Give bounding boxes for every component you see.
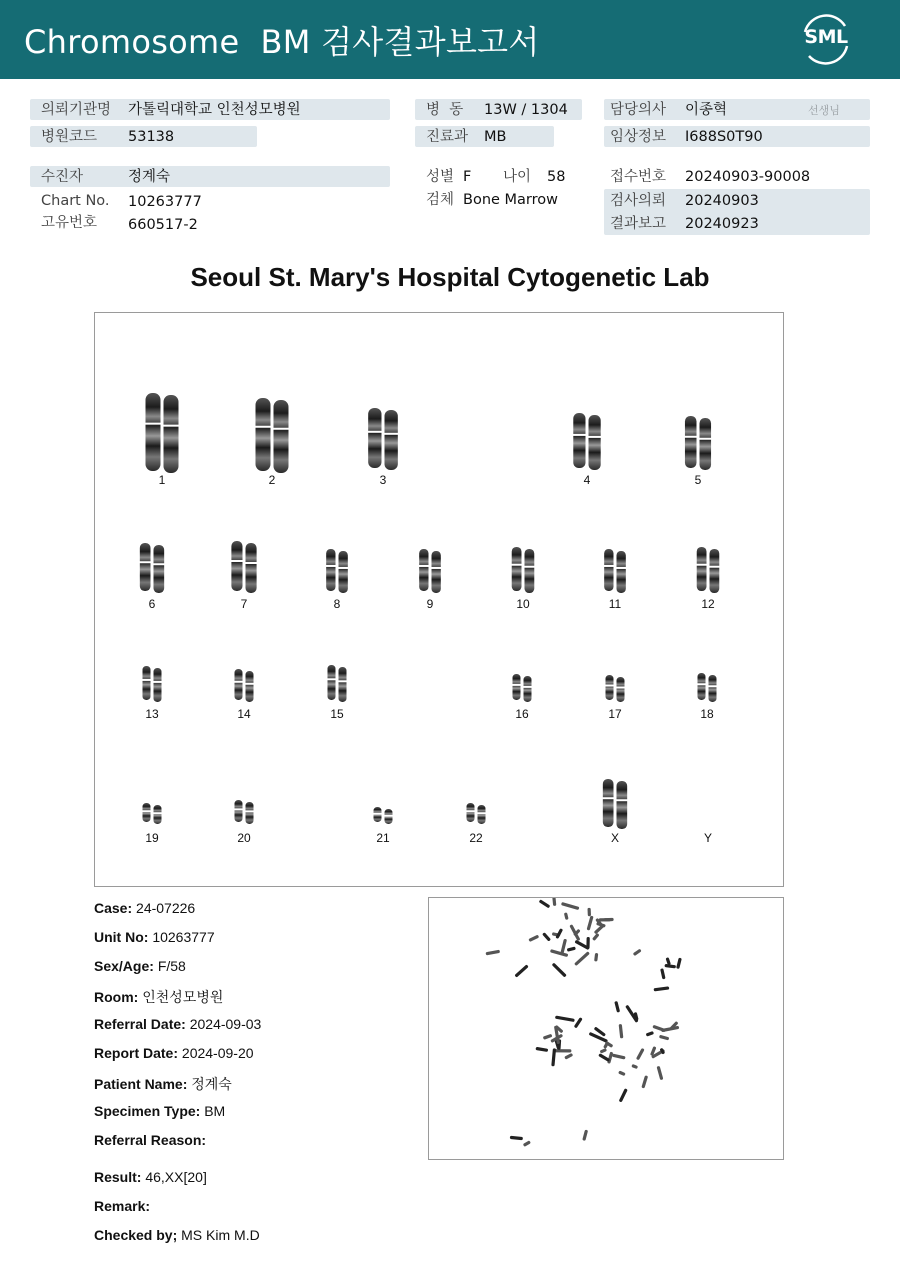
chromosome-label: 2	[268, 473, 276, 487]
chromosome-label: 7	[240, 597, 248, 611]
report-date-value: 20240923	[685, 216, 759, 232]
dept-label: 진료과	[426, 129, 469, 145]
specimen-type-line	[94, 1103, 225, 1119]
chromosome-pair-icon	[214, 541, 274, 595]
chromosome-label: 4	[583, 473, 591, 487]
examinee-label: 수진자	[41, 169, 84, 185]
room-label: Room:	[94, 989, 139, 1005]
unique-no-label: 고유번호	[41, 215, 98, 231]
institution-label: 의뢰기관명	[41, 102, 112, 118]
referral-date-label: Referral Date:	[94, 1016, 186, 1032]
chromosome-pair-icon	[242, 398, 302, 475]
report-date-line-value: 2024-09-20	[181, 1045, 254, 1061]
room-line	[94, 987, 223, 1007]
case-line	[94, 900, 195, 916]
chromosome-pair-icon	[668, 416, 728, 472]
chromosome-pair-icon	[214, 669, 274, 704]
unit-label: Unit No:	[94, 929, 149, 945]
hospital-code-label: 병원코드	[41, 129, 98, 145]
specimen-label: 검체	[426, 192, 455, 208]
report-header	[0, 0, 900, 79]
chromosome-pair-icon	[557, 413, 617, 472]
room-value: 인천성모병원	[142, 989, 224, 1005]
chromosome-pair-icon	[353, 408, 413, 472]
report-date-line-label: Report Date:	[94, 1045, 179, 1061]
institution-value: 가톨릭대학교 인천성모병원	[128, 102, 301, 118]
unit-line	[94, 929, 215, 945]
chromosome-pair-icon	[585, 779, 645, 831]
chromosome-label: 10	[516, 597, 530, 611]
chromosome-label: 8	[333, 597, 341, 611]
chromosome-pair-icon	[585, 675, 645, 704]
chromosome-pair-icon	[677, 673, 737, 704]
chromosome-label: 22	[469, 831, 483, 845]
remark-label: Remark:	[94, 1198, 151, 1214]
result-value: 46,XX[20]	[145, 1169, 207, 1185]
chromosome-pair-icon	[307, 549, 367, 595]
chart-no-label: Chart No.	[41, 193, 110, 209]
examinee-bar	[30, 166, 390, 187]
doctor-label: 담당의사	[610, 102, 667, 118]
examinee-value: 정계숙	[128, 169, 171, 185]
chromosome-label: 12	[701, 597, 715, 611]
metaphase-spread-icon	[429, 898, 783, 1159]
hospital-code-value: 53138	[128, 129, 175, 145]
checked-line	[94, 1227, 260, 1243]
request-label: 검사의뢰	[610, 193, 667, 209]
chromosome-pair-icon	[353, 807, 413, 826]
sex-label: 성별	[426, 169, 455, 185]
reception-label: 접수번호	[610, 169, 667, 185]
result-label: Result:	[94, 1169, 142, 1185]
chromosome-label: 6	[148, 597, 156, 611]
patient-name-value: 정계숙	[191, 1076, 232, 1092]
ward-label: 병 동	[426, 102, 464, 118]
reception-value: 20240903-90008	[685, 169, 811, 185]
patient-name-label: Patient Name:	[94, 1076, 188, 1092]
chromosome-label: 9	[426, 597, 434, 611]
chromosome-pair-icon	[132, 393, 192, 475]
doctor-value: 이종혁	[685, 102, 728, 118]
report-date-label: 결과보고	[610, 216, 667, 232]
unique-no-value: 660517-2	[128, 217, 198, 233]
chromosome-pair-icon	[585, 549, 645, 595]
chromosome-pair-icon	[678, 547, 738, 595]
chromosome-pair-icon	[492, 674, 552, 704]
chromosome-label: X	[610, 831, 619, 845]
case-label: Case:	[94, 900, 133, 916]
specimen-type-label: Specimen Type:	[94, 1103, 201, 1119]
chromosome-label: 3	[379, 473, 387, 487]
chromosome-label: 15	[330, 707, 344, 721]
dept-value: MB	[484, 129, 507, 145]
chromosome-pair-icon	[307, 665, 367, 704]
chromosome-label: 18	[700, 707, 714, 721]
lab-title: Seoul St. Mary's Hospital Cytogenetic Lab	[190, 262, 710, 292]
chart-no-value: 10263777	[128, 194, 202, 210]
chromosome-pair-icon	[122, 666, 182, 704]
chromosome-label: 11	[608, 597, 622, 611]
referral-date-value: 2024-09-03	[189, 1016, 262, 1032]
age-value: 58	[547, 169, 566, 185]
checked-value: MS Kim M.D	[181, 1227, 260, 1243]
chromosome-label: 19	[145, 831, 159, 845]
report-title: Chromosome BM 검사결과보고서	[24, 23, 540, 61]
chromosome-label: 5	[694, 473, 702, 487]
chromosome-pair-icon	[400, 549, 460, 595]
chromosome-pair-icon	[214, 800, 274, 826]
chromosome-pair-icon	[493, 547, 553, 595]
chromosome-label: 14	[237, 707, 251, 721]
karyogram	[94, 312, 784, 887]
chromosome-pair-icon	[446, 803, 506, 826]
sexage-value: F/58	[157, 958, 186, 974]
chromosome-pair-icon	[122, 803, 182, 826]
result-line	[94, 1169, 207, 1185]
patient-name-line	[94, 1074, 232, 1094]
chromosome-label: 16	[515, 707, 529, 721]
chromosome-label: 13	[145, 707, 159, 721]
logo-text: SML	[804, 26, 848, 48]
clinical-label: 임상정보	[610, 129, 667, 145]
chromosome-label: Y	[703, 831, 712, 845]
chromosome-label: 1	[158, 473, 166, 487]
remark-line	[94, 1198, 150, 1214]
specimen-type-value: BM	[204, 1103, 226, 1119]
chromosome-label: 20	[237, 831, 251, 845]
referral-reason-line	[94, 1132, 206, 1148]
age-label: 나이	[503, 169, 532, 185]
chromosome-label: 21	[376, 831, 390, 845]
sexage-label: Sex/Age:	[94, 958, 154, 974]
report-date-line	[94, 1045, 254, 1061]
checked-label: Checked by;	[94, 1227, 178, 1243]
clinical-value: I688S0T90	[685, 129, 763, 145]
specimen-value: Bone Marrow	[463, 192, 559, 208]
sml-logo	[797, 12, 855, 66]
case-value: 24-07226	[136, 900, 196, 916]
ward-value: 13W / 1304	[484, 102, 568, 118]
unit-value: 10263777	[152, 929, 215, 945]
referral-reason-label: Referral Reason:	[94, 1132, 207, 1148]
metaphase-image	[428, 897, 784, 1160]
sex-value: F	[463, 169, 472, 185]
doctor-suffix: 선생님	[808, 104, 840, 117]
chromosome-label: 17	[608, 707, 622, 721]
chromosome-pair-icon	[122, 543, 182, 595]
sexage-line	[94, 958, 186, 974]
request-value: 20240903	[685, 193, 759, 209]
referral-date-line	[94, 1016, 261, 1032]
